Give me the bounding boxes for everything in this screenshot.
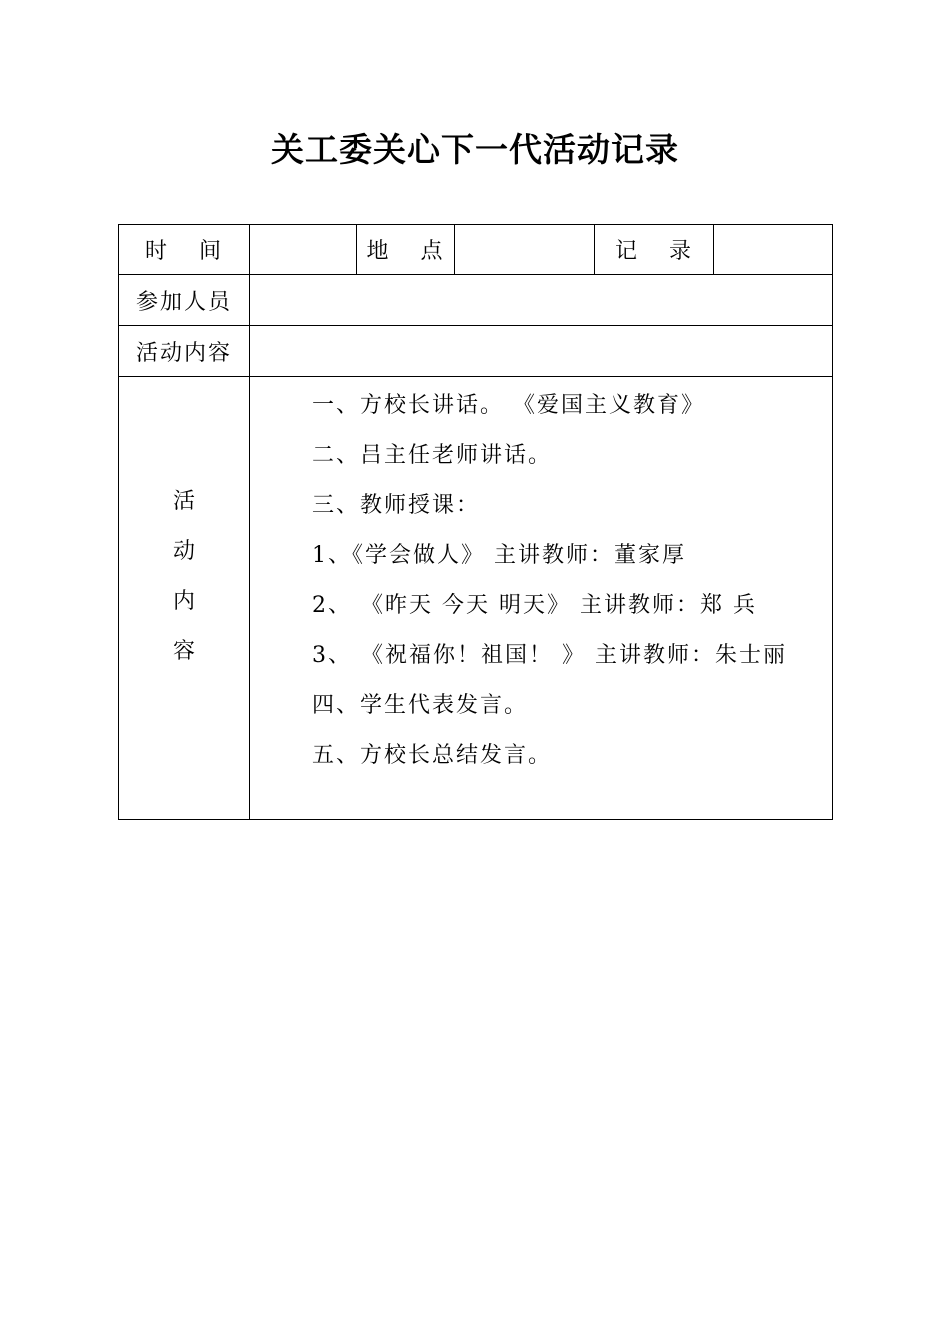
- agenda-line: 2、 《昨天 今天 明天》 主讲教师：郑 兵: [312, 593, 757, 618]
- activity-record-table: [118, 224, 833, 820]
- meta-row: [119, 225, 833, 275]
- place-value-cell[interactable]: [455, 225, 595, 275]
- agenda-line: 二、吕主任老师讲话。: [312, 443, 553, 468]
- agenda-line: 五、方校长总结发言。: [312, 743, 553, 768]
- agenda-line: 3、 《祝福你！祖国！ 》 主讲教师：朱士丽: [312, 643, 787, 668]
- label-char: 活: [172, 489, 195, 514]
- participants-value-cell[interactable]: [250, 275, 833, 326]
- place-label: 地 点: [357, 225, 455, 275]
- participants-row: [119, 275, 833, 326]
- agenda-line: 1、《学会做人》 主讲教师：董家厚: [312, 543, 686, 568]
- label-char: 容: [172, 639, 195, 664]
- label-char: 内: [172, 589, 195, 614]
- agenda-line: 三、教师授课：: [312, 493, 481, 518]
- activity-topic-value-cell[interactable]: [250, 326, 833, 377]
- label-char: 动: [172, 539, 195, 564]
- time-value-cell[interactable]: [250, 225, 357, 275]
- participants-label: 参加人员: [119, 275, 250, 326]
- agenda-line: 四、学生代表发言。: [312, 693, 529, 718]
- activity-topic-row: [119, 326, 833, 377]
- activity-detail-label: [119, 377, 250, 820]
- record-value-cell[interactable]: [714, 225, 833, 275]
- time-label: 时 间: [119, 225, 250, 275]
- record-label: 记 录: [595, 225, 714, 275]
- document-title: 关工委关心下一代活动记录: [271, 130, 679, 169]
- agenda-line: 一、方校长讲话。 《爱国主义教育》: [312, 393, 705, 418]
- activity-detail-content: [250, 377, 833, 820]
- activity-topic-label: 活动内容: [119, 326, 250, 377]
- activity-detail-row: [119, 377, 833, 820]
